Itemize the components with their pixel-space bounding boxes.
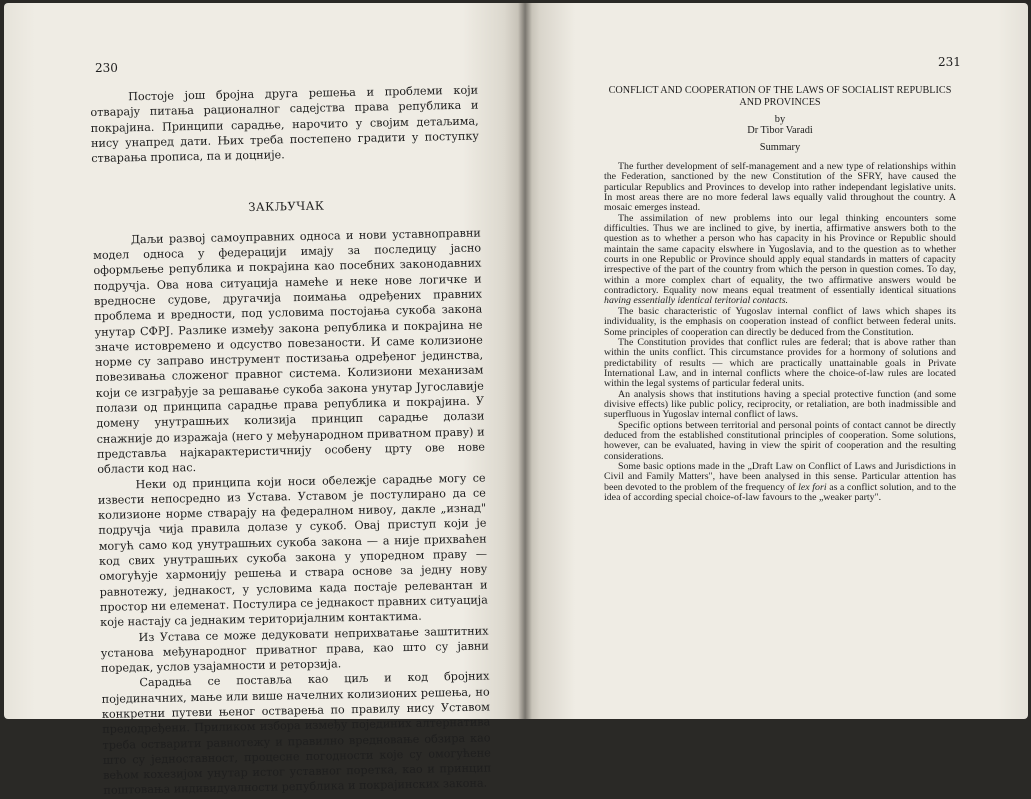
- summary-paragraph: [604, 307, 956, 338]
- summary-paragraph: [604, 338, 956, 390]
- summary-paragraph: [604, 462, 956, 503]
- right-page-body: [604, 85, 956, 503]
- left-page-body: [90, 83, 492, 799]
- summary-paragraph: [604, 390, 956, 421]
- left-paragraph: Сарадња се поставља као циљ и код бројних појединачних, мање или више начелних колизионих решења, но конкретни путеви њеног остварења по правилу нису Уставом предодређени. Приликом избора између појединих алтернатива треба остварити равнотежу и правилно вредновање обзира као што су једноставност, процесне погодности које су омогућене већом кохезијом унутар истог уставног поретка, као и принцип поштовања индивидуалности република и покрајинских закона.: [101, 669, 492, 798]
- paragraph-text: The Constitution provides that conflict rules are federal; that is above rather than within the units conflict. This circumstance provides for a hormony of solutions and predictability of results — which are practically unattainable goals in Private International Law, and in internal conflicts where the choice-of-law rules are located within the legal systems of particular federal units.: [604, 336, 956, 390]
- italic-phrase: lex fori: [798, 481, 827, 493]
- paragraph-text: Some basic options made in the „Draft Law on Conflict of Laws and Jurisdictions in Civil and Family Matters", have been analysed in this sense. Particular attention has been devoted to the problem of the frequency of: [604, 460, 956, 493]
- summary-heading: Summary: [759, 142, 801, 153]
- conclusion-heading: ЗАКЉУЧАК: [248, 199, 325, 215]
- byline-by: by: [774, 114, 786, 125]
- author-name: Dr Tibor Varadi: [747, 125, 813, 136]
- book-gutter: [518, 3, 532, 719]
- summary-text: [604, 162, 956, 503]
- page-number-left: 230: [95, 61, 118, 75]
- paragraph-text: The assimilation of new problems into our legal thinking encounters some difficulties. Thus we are inclined to give, by inertia, affirmative answers both to the question as to whether a person who has capacity in his Province or Republic should maintain the same capacity elswhere in Yugoslavia, and to the question as to whether courts in one Republic or Province should apply equal standards in matters of capacity irrespective of the part of the country from which the person in question comes. To day, within a more complex chart of equality, the two affirmative answers would be contradictory. Equality now means equal treatment of essentially identical situations: [604, 212, 956, 297]
- paragraph-text: The further development of self-management and a new type of relationships within the Federation, sanctioned by the new Constitution of the SFRY, have caused the particular Republics and Provinces to develop into rather independant legislative units. In most areas there are no more federal laws equally valid throughout the country. A mosaic emerges instead.: [604, 161, 956, 214]
- left-paragraph: Из Устава се може дедуковати неприхватање заштитних установа међународног приватног права, као што су јавни поредак, услов узајамности и реторзија.: [100, 623, 489, 675]
- summary-paragraph: [604, 214, 956, 307]
- summary-paragraph: [604, 421, 956, 462]
- left-paragraph: Даљи развој самоуправних односа и нови уставноправни модел односа у федерацији имају за последицу јасно оформљење република и покрајина као посебних законодавних подручја. Ова нова ситуација намеће и неке нове логичке и вредносне судове, другачија поимања одређених правних проблема и вредности, под условима постојања сукоба закона унутар СФРЈ. Разлике између закона република и покрајина не значе истовремено и одсуство повезаности. И саме колизионе норме су заправо инструмент постизања одређеног јединства, повезивања сложеног правног система. Колизиони механизам који се изграђује за решавање сукоба закона унутар Југославије полази од принципа сарадње права република и покрајина. У домену унутрашњих колизија принцип сарадње долази снажније до изражаја (него у међународном приватном праву) и представља најкарактеристичнију особену црту ове нове области код нас.: [93, 226, 486, 477]
- left-paragraph: Неки од принципа који носи обележје сарадње могу се извести непосредно из Устава. Уставом је постулирано да се колизионе норме стварају на федералном нивоу, дакле „изнад" подручја чија правила долазе у сукоб. Овај приступ који је могућ само код унутрашњих сукоба закона — а није прихваћен код свих унутрашњих сукоба закона у упоредном праву — омогућује хармонију решења и ствара основе за једну нову равнотежу, једнакост, у условима када постаје релевантан и простор ни елеменат. Постулира се једнакост правних ситуација које настају са једнаким територијалним контактима.: [97, 471, 488, 630]
- summary-paragraph: [604, 162, 956, 214]
- paragraph-text: An analysis shows that institutions having a special protective function (and some divisive effects) like public policy, reciprocity, or retaliation, are both inadmissible and superfluous in Yugoslav internal conflict of laws.: [604, 388, 956, 421]
- page-number-right: 231: [938, 55, 961, 69]
- italic-phrase: having essentially identical teritorial contacts.: [604, 295, 789, 307]
- article-title: CONFLICT AND COOPERATION OF THE LAWS OF SOCIALIST REPUBLICS AND PROVINCES: [608, 85, 952, 108]
- paragraph-text: Specific options between territorial and personal points of contact cannot be directly deduced from the established constitutional principles of cooperation. Some solutions, however, can be evaluated, having in view the spirit of cooperation and the resulting considerations.: [604, 419, 956, 462]
- paragraph-text: as a conflict solution, and to the idea of according special choice-of-law favours to the „weaker party".: [604, 481, 957, 503]
- intro-paragraph: Постоје још бројна друга решења и проблеми који отварају питања рационалног садејства права република и покрајина. Принципи сарадње, нарочито у својим детаљима, нису унапред дати. Њих треба постепено градити у поступку стварања прописа, па и доцније.: [90, 83, 480, 166]
- paragraph-text: The basic characteristic of Yugoslav internal conflict of laws which shapes its individuality, is the emphasis on cooperation instead of conflict between federal units. Some principles of cooperation can directly be deduced from the Constitution.: [604, 305, 956, 338]
